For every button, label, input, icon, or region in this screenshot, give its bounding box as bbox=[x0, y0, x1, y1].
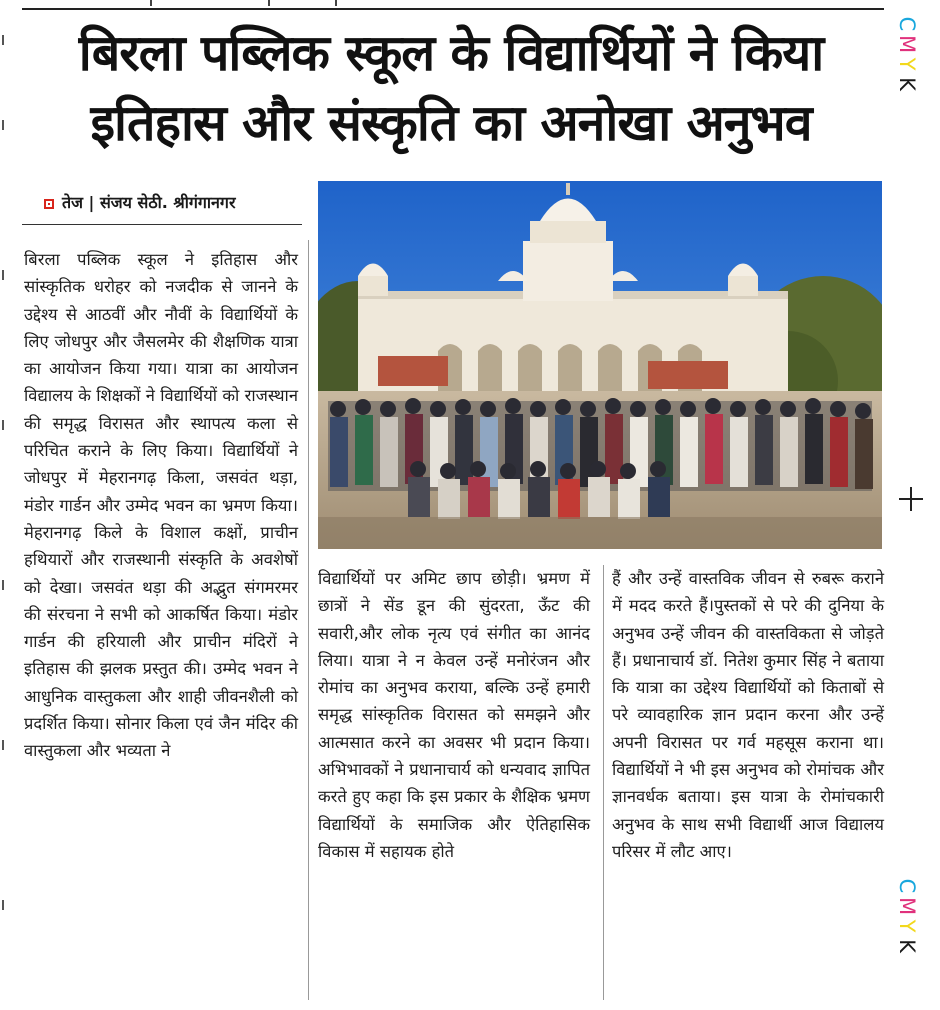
cmyk-letter-y: Y bbox=[895, 57, 919, 71]
cmyk-registration-top bbox=[897, 14, 919, 94]
crop-tick bbox=[335, 0, 337, 6]
top-rule bbox=[22, 8, 884, 10]
byline-rule bbox=[22, 224, 302, 225]
headline bbox=[20, 18, 882, 158]
headline-line-1: बिरला पब्लिक स्कूल के विद्यार्थियों ने किया bbox=[78, 24, 824, 82]
cmyk-letter-c: C bbox=[895, 878, 919, 894]
column-divider bbox=[308, 240, 309, 1000]
byline-bullet-icon bbox=[44, 199, 54, 209]
cmyk-letter-y: Y bbox=[895, 919, 919, 933]
crop-tick bbox=[268, 0, 270, 6]
jaswant-thada-group-photo bbox=[318, 181, 882, 549]
cmyk-letter-k: K bbox=[895, 77, 919, 91]
byline-text: तेज | संजय सेठी. श्रीगंगानगर bbox=[62, 193, 236, 212]
cmyk-letter-m: M bbox=[895, 896, 919, 916]
left-edge-marks bbox=[0, 20, 8, 1010]
cmyk-letter-c: C bbox=[895, 16, 919, 32]
cmyk-letter-k: K bbox=[895, 939, 919, 953]
crop-tick bbox=[150, 0, 152, 6]
cmyk-letter-m: M bbox=[895, 34, 919, 54]
cmyk-registration-bottom bbox=[897, 876, 919, 956]
article-column-1: बिरला पब्लिक स्कूल ने इतिहास और सांस्कृतिक धरोहर को नजदीक से जानने के उद्देश्य से आठवीं और नौवीं के विद्यार्थियों के लिए जोधपुर और जैसलमेर की शैक्षणिक यात्रा का आयोजन किया गया। यात्रा का आयोजन विद्यालय के शिक्षकों ने विद्यार्थियों को राजस्थान की समृद्ध विरासत और स्थापत्य कला से परिचित कराने के लिए किया। विद्यार्थियों ने जोधपुर में मेहरानगढ़ किला, जसवंत थड़ा, मंडोर गार्डन और उम्मेद भवन का भ्रमण किया। मेहरानगढ़ किले के विशाल कक्षों, प्राचीन हथियारों और राजस्थानी संस्कृति के अवशेषों को देखा। जसवंत थड़ा की अद्भुत संगमरमर की संरचना ने सभी को आकर्षित किया। मंडोर गार्डन की हरियाली और प्राचीन मंदिरों ने इतिहास की झलक प्रस्तुत की। उम्मेद भवन ने आधुनिक वास्तुकला और शाही जीवनशैली को प्रदर्शित किया। सोनार किला एवं जैन मंदिर की वास्तुकला और भव्यता ने bbox=[24, 250, 298, 761]
news-photo bbox=[318, 181, 882, 549]
article-column-3: हैं और उन्हें वास्तविक जीवन से रुबरू कराने में मदद करते हैं।पुस्तकों से परे की दुनिया के अनुभव उन्हें जीवन की वास्तविकता से जोड़ते हैं। प्रधानाचार्य डॉ. नितेश कुमार सिंह ने बताया कि यात्रा का उद्देश्य विद्यार्थियों को किताबों से परे व्यावहारिक ज्ञान प्रदान करना और उन्हें अपनी विरासत पर गर्व महसूस कराना था। विद्यार्थियों ने भी इस अनुभव को रोमांचक और ज्ञानवर्धक बताया। इस यात्रा के रोमांचकारी अनुभव के साथ सभी विद्यार्थी आज विद्यालय परिसर में लौट आए। bbox=[612, 569, 884, 861]
byline bbox=[44, 190, 304, 216]
column-divider bbox=[603, 565, 604, 1000]
registration-crosshair bbox=[899, 487, 923, 511]
article-column-2: विद्यार्थियों पर अमिट छाप छोड़ी। भ्रमण में छात्रों ने सेंड डून की सुंदरता, ऊँट की सवारी,और लोक नृत्य एवं संगीत का आनंद लिया। यात्रा ने न केवल उन्हें मनोरंजन और रोमांच का अनुभव कराया, बल्कि उन्हें हमारी समृद्ध सांस्कृतिक विरासत को समझने और आत्मसात करने का अवसर भी प्रदान किया। अभिभावकों ने प्रधानाचार्य को धन्यवाद ज्ञापित करते हुए कहा कि इस प्रकार के शैक्षिक भ्रमण विद्यार्थियों के समाजिक और ऐतिहासिक विकास में सहायक होते bbox=[318, 569, 590, 861]
headline-line-2: इतिहास और संस्कृति का अनोखा अनुभव bbox=[90, 94, 812, 152]
